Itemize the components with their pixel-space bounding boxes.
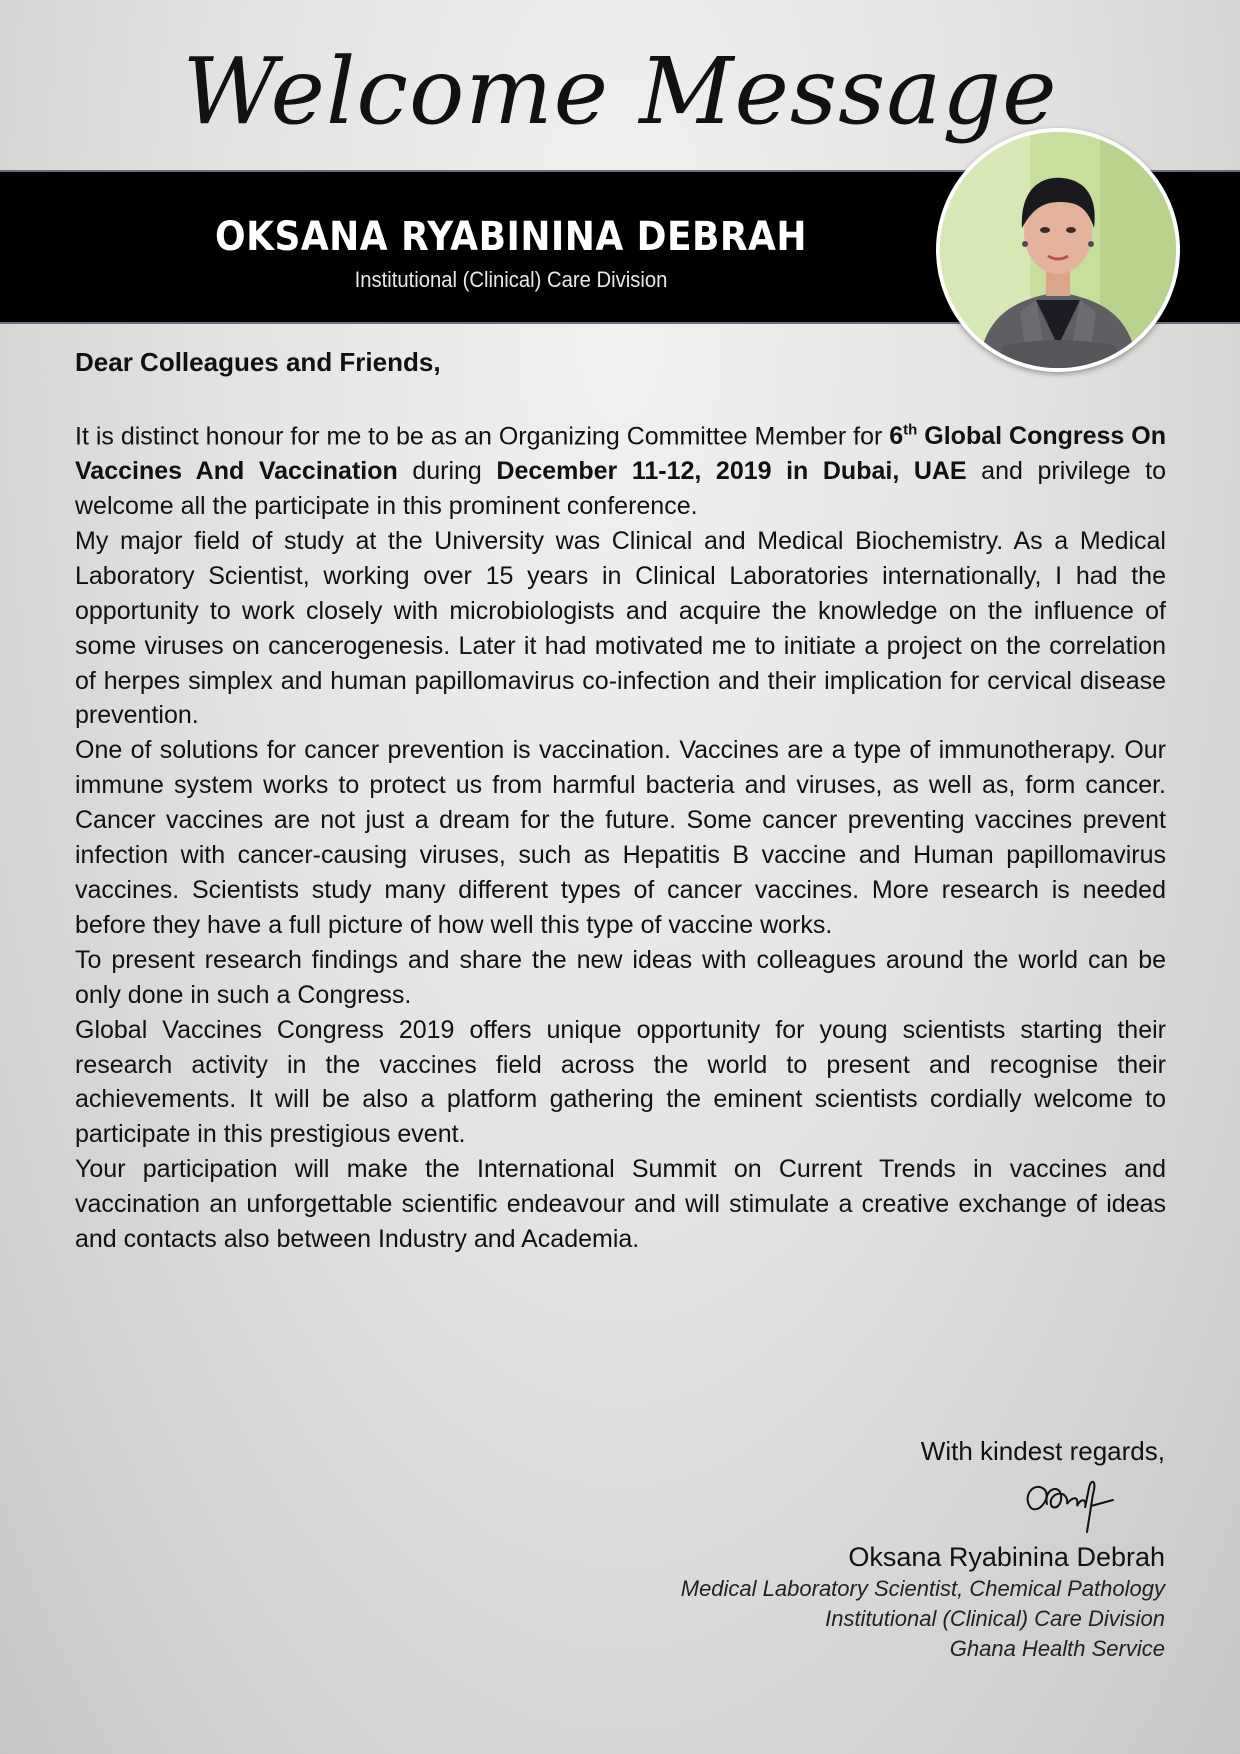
portrait-photo	[936, 128, 1180, 372]
paragraph-1	[75, 414, 1166, 524]
banner-division: Institutional (Clinical) Care Division	[354, 267, 668, 292]
signatory-title: Medical Laboratory Scientist, Chemical Pathology	[680, 1576, 1165, 1601]
handwritten-signature	[465, 1468, 1165, 1540]
event-date-location: December 11-12, 2019 in Dubai, UAE	[496, 457, 967, 486]
paragraph-3: One of solutions for cancer prevention is vaccination. Vaccines are a type of immunotherapy. Our immune system works to protect us from harmful bacteria and viruses, as well as, form cancer. Cancer vaccines are not just a dream for the future. Some cancer preventing vaccines prevent infection with cancer-causing viruses, such as Hepatitis B vaccine and Human papillomavirus vaccines. Scientists study many different types of cancer vaccines. More research is needed before they have a full picture of how well this type of vaccine works.	[75, 736, 1166, 939]
banner-name: OKSANA RYABININA DEBRAH	[215, 214, 807, 260]
letter-body	[75, 345, 1166, 1257]
signatory-organization: Ghana Health Service	[949, 1636, 1165, 1661]
page-title: Welcome Message	[182, 38, 1058, 145]
p1-text-e: during	[397, 457, 497, 486]
p1-ordinal-number: 6	[889, 422, 904, 451]
letter-closing	[465, 1434, 1165, 1664]
paragraph-2: My major field of study at the University was Clinical and Medical Biochemistry. As a Medical Laboratory Scientist, working over 15 years in Clinical Laboratories internationally, I had the opportunity to work closely with microbiologists and acquire the knowledge on the influence of some viruses on cancerogenesis. Later it had motivated me to initiate a project on the correlation of herpes simplex and human papillomavirus co-infection and their implication for cervical disease prevention.	[75, 526, 1166, 730]
closing-regards: With kindest regards,	[920, 1436, 1165, 1466]
salutation: Dear Colleagues and Friends,	[75, 347, 441, 377]
signatory-division: Institutional (Clinical) Care Division	[825, 1606, 1165, 1631]
paragraph-6: Your participation will make the International Summit on Current Trends in vaccines and vaccination an unforgettable scientific endeavour and will stimulate a creative exchange of ideas and contacts also between Industry and Academia.	[75, 1155, 1166, 1254]
p1-text-g: and privilege to welcome all the participate in this prominent conference.	[75, 457, 1166, 521]
p1-ordinal-suffix: th	[903, 421, 918, 439]
p1-text-a: It is distinct honour for me to be as an Organizing Committee Member for	[75, 422, 890, 451]
paragraph-4: To present research findings and share the new ideas with colleagues around the world can be only done in such a Congress.	[75, 945, 1166, 1009]
paragraph-5: Global Vaccines Congress 2019 offers unique opportunity for young scientists starting their research activity in the vaccines field across the world to present and recognise their achievements. It will be also a platform gathering the eminent scientists cordially welcome to participate in this prestigious event.	[75, 1015, 1166, 1149]
signatory-name: Oksana Ryabinina Debrah	[848, 1542, 1165, 1572]
congress-name: Global Congress On Vaccines And Vaccination	[75, 422, 1166, 486]
